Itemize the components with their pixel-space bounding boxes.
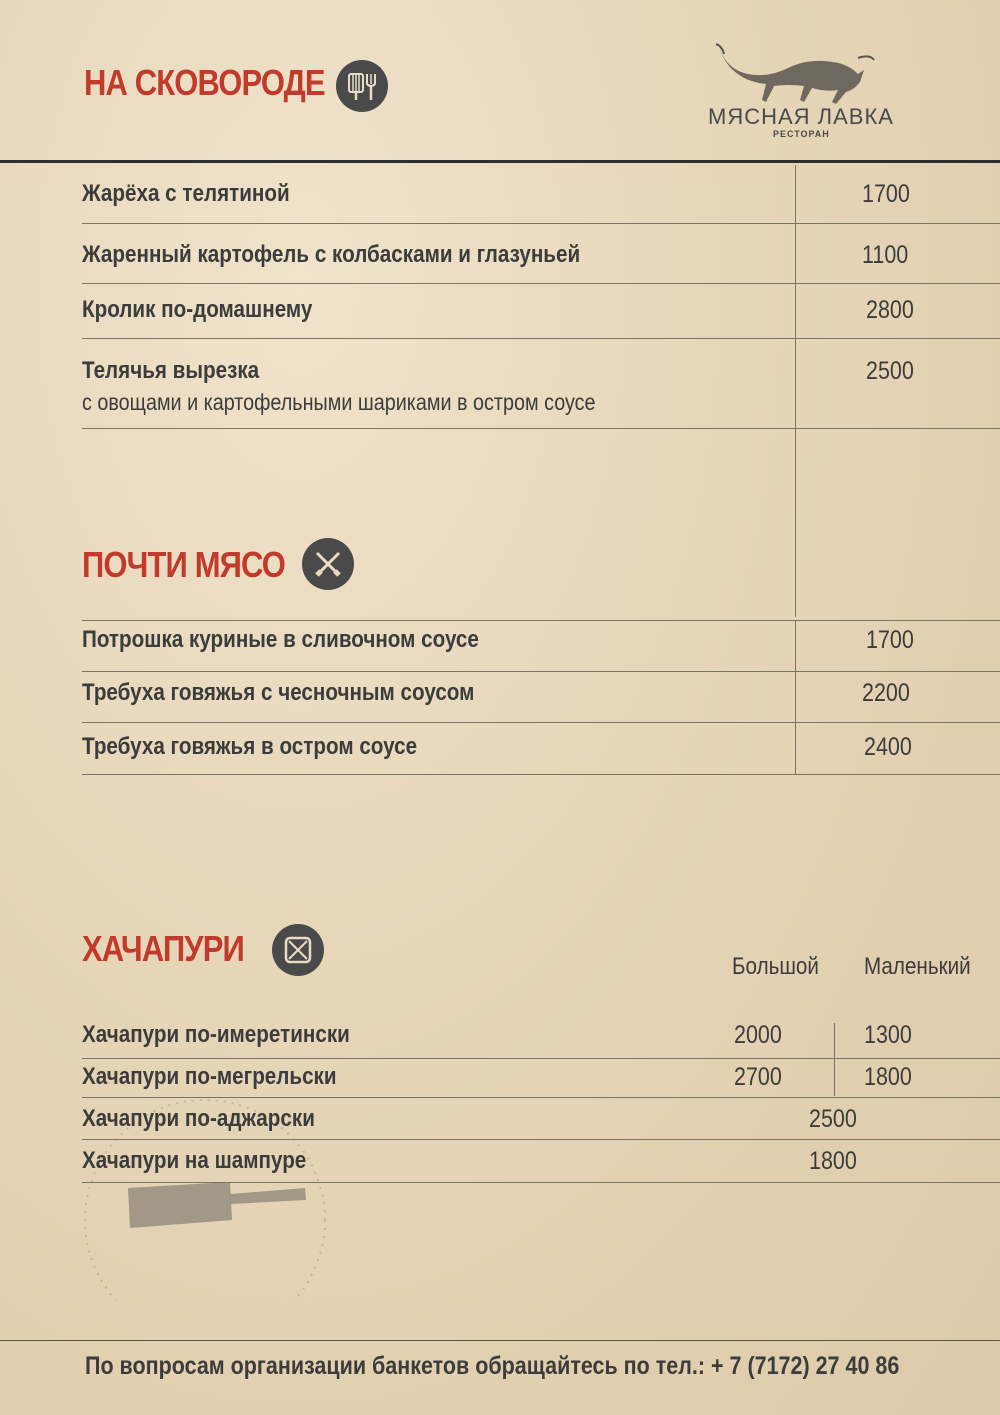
price-divider [795,165,796,617]
menu-item-description: с овощами и картофельными шариками в остром соусе [82,389,596,415]
row-divider [82,428,1000,429]
menu-item: Кролик по-домашнему [82,296,313,323]
header-rule [0,160,1000,163]
menu-item: Хачапури по-имеретински [82,1021,350,1048]
row-divider [82,1058,1000,1059]
menu-item: Требуха говяжья с чесночным соусом [82,679,475,706]
row-divider [82,338,1000,339]
menu-item: Хачапури по-мегрельски [82,1063,337,1090]
menu-item-price: 2500 [809,1105,857,1133]
price-divider [795,620,796,775]
logo-name: МЯСНАЯ ЛАВКА [708,104,894,129]
menu-item-price: 2400 [864,733,912,761]
crossed-knives-icon [302,538,354,590]
menu-item-price: 2800 [866,296,914,324]
menu-item: Хачапури на шампуре [82,1147,307,1174]
menu-item-price: 2200 [862,679,910,707]
menu-item-price-large: 2700 [734,1063,782,1091]
menu-item-price: 1700 [866,626,914,654]
section-title-skovoroda: НА СКОВОРОДЕ [84,62,325,103]
menu-item: Жаренный картофель с колбасками и глазуньей [82,241,581,268]
column-header-large: Большой [732,953,819,980]
box-icon [272,924,324,976]
row-divider [82,774,1000,775]
row-divider [82,620,1000,621]
row-divider [82,1097,1000,1098]
section-title-khachapuri: ХАЧАПУРИ [82,928,244,969]
menu-item-price-large: 2000 [734,1021,782,1049]
menu-item-price-small: 1800 [864,1063,912,1091]
footer-contact: По вопросам организации банкетов обращайтесь по тел.: + 7 (7172) 27 40 86 [85,1352,900,1380]
menu-item-price: 1700 [862,180,910,208]
size-divider [834,1023,835,1096]
logo-subtitle: РЕСТОРАН [773,129,830,139]
grill-fork-icon [336,60,388,112]
row-divider [82,223,1000,224]
section-title-pochti-myaso: ПОЧТИ МЯСО [82,544,285,585]
menu-item: Жарёха с телятиной [82,180,290,207]
column-header-small: Маленький [864,953,971,980]
row-divider [82,283,1000,284]
menu-item: Телячья вырезка [82,357,260,384]
row-divider [82,722,1000,723]
menu-item: Требуха говяжья в остром соусе [82,733,418,760]
row-divider [82,1182,1000,1183]
menu-item: Потрошка куриные в сливочном соусе [82,626,479,653]
bull-logo-icon [708,40,878,106]
row-divider [82,1139,1000,1140]
menu-item-price-small: 1300 [864,1021,912,1049]
menu-item-price: 2500 [866,357,914,385]
menu-item: Хачапури по-аджарски [82,1105,315,1132]
menu-item-price: 1800 [809,1147,857,1175]
row-divider [82,671,1000,672]
footer-rule [0,1340,1000,1341]
menu-item-price: 1100 [862,241,909,269]
